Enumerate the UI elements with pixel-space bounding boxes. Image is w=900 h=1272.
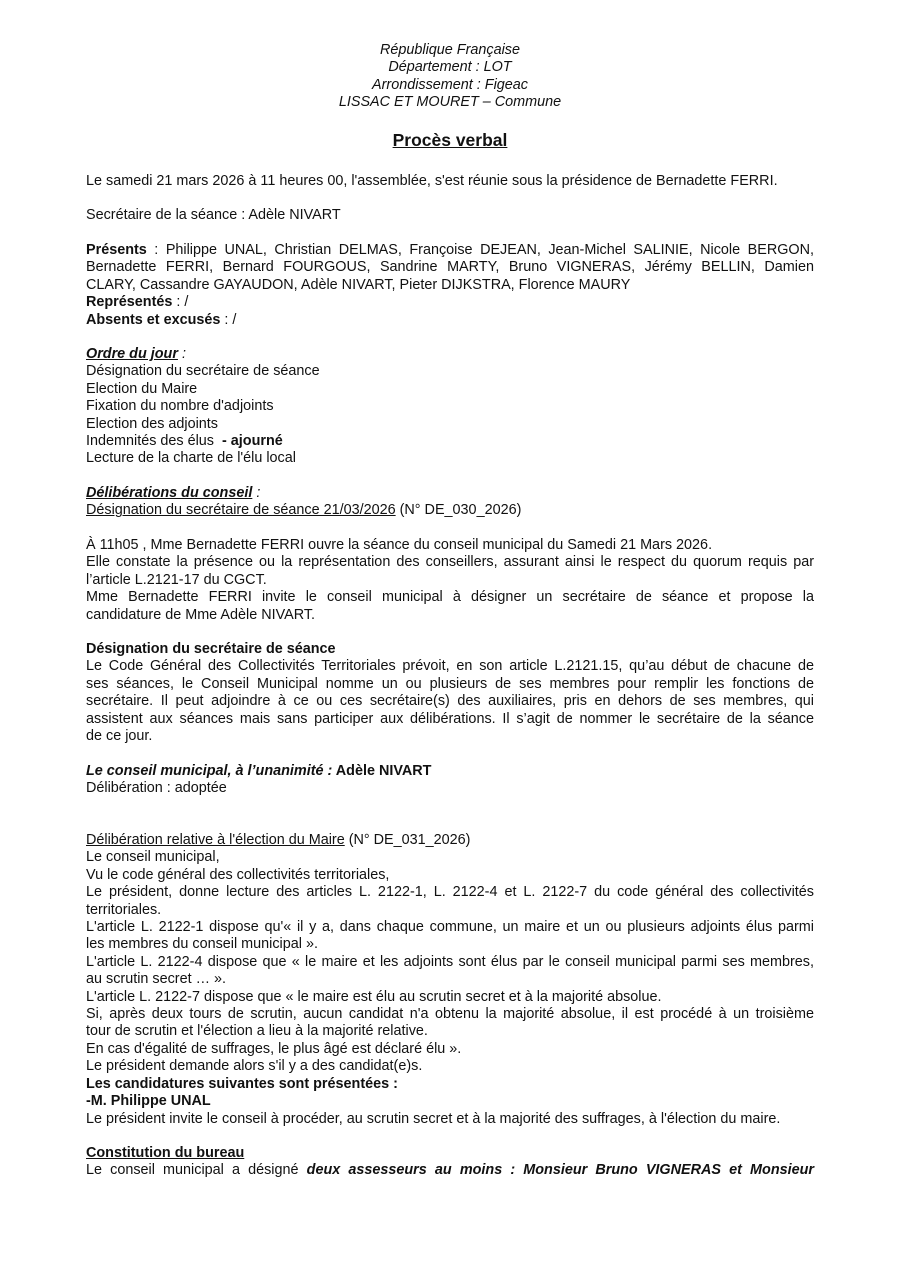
deliberations-heading: Délibérations du conseil : <box>86 485 261 501</box>
sub-heading: Désignation du secrétaire de séance <box>86 641 336 657</box>
absent-line: Absents et excusés : / <box>86 311 237 328</box>
candidate-name: -M. Philippe UNAL <box>86 1093 211 1110</box>
agenda-item: Indemnités des élus - ajourné <box>86 433 283 450</box>
page-title: Procès verbal <box>392 130 508 150</box>
intro-paragraph: Le samedi 21 mars 2026 à 11 heures 00, l'assemblée, s'est réunie sous la présidence de Bernadette FERRI. <box>86 173 778 189</box>
header-arrondissement: Arrondissement : Figeac <box>372 76 528 93</box>
present-line-3: CLARY, Cassandre GAYAUDON, Adèle NIVART, Pieter DIJKSTRA, Florence MAURY <box>86 276 631 293</box>
secretary-line: Secrétaire de la séance : Adèle NIVART <box>86 207 341 223</box>
present-line-1: Présents : Philippe UNAL, Christian DELMAS, Françoise DEJEAN, Jean-Michel SALINIE, Nicole BERGON, <box>86 242 814 258</box>
present-line-2: Bernadette FERRI, Bernard FOURGOUS, Sandrine MARTY, Bruno VIGNERAS, Jérémy BELLIN, Damien <box>86 259 814 276</box>
present-label: Présents <box>86 242 147 258</box>
deliberation-2: Délibération relative à l'élection du Maire (N° DE_031_2026) Le conseil municipal, Vu le code général des collectivités territoriales, Le président, donne lecture des articles L. 2122-1, L. 2122-4 et L. 2122-7 du code général des collectivités territoriales. L'article L. 2122-1 dispose qu'« il y a, dans chaque commune, un maire et un ou plusieurs adjoints élus parmi les membres du conseil municipal ». L'article L. 2122-4 dispose que « le maire et les adjoints sont élus par le conseil municipal parmi ses membres, au scrutin secret … ». L'article L. 2122-7 dispose que « le maire est élu au scrutin secret et à la majorité absolue. Si, après deux tours de scrutin, aucun candidat n'a obtenu la majorité absolue, il est procédé à un troisième tour de scrutin et l'élection a lieu à la majorité relative. En cas d'égalité de suffrages, le plus âgé est déclaré élu ». Le président demande alors s'il y a des candidat(e)s. Les candidatures suivantes sont présentées : -M. Philippe UNAL Le président invite le conseil à procéder, au scrutin secret et à la majorité des suffrages, à l'élection du maire. <box>86 832 814 1127</box>
bureau-section <box>86 1145 814 1180</box>
deliberation-1-title: Désignation du secrétaire de séance 21/03/2026 (N° DE_030_2026) <box>86 502 522 519</box>
agenda-item: Lecture de la charte de l'élu local <box>86 450 296 467</box>
adjourned-note: - ajourné <box>222 433 283 450</box>
agenda-item: Désignation du secrétaire de séance <box>86 363 320 380</box>
candidates-heading: Les candidatures suivantes sont présentées : <box>86 1075 398 1092</box>
header-department: Département : LOT <box>388 59 512 76</box>
deliberation-1-paragraph-1: À 11h05 , Mme Bernadette FERRI ouvre la séance du conseil municipal du Samedi 21 Mars 2026. Elle constate la présence ou la représentation des conseillers, assurant ainsi le respect du quorum requis par l’article L.2121-17 du CGCT. Mme Bernadette FERRI invite le conseil municipal à désigner un secrétaire de séance et propose la candidature de Mme Adèle NIVART. <box>86 537 814 623</box>
bureau-heading: Constitution du bureau <box>86 1145 245 1161</box>
deliberation-1-paragraph-2: Désignation du secrétaire de séance Le Code Général des Collectivités Territoriales prévoit, en son article L.2121.15, qu’au début de chacune de ses séances, le Conseil Municipal nomme un ou plusieurs de ses membres pour remplir les fonctions de secrétaire. Il peut adjoindre à ce ou ces secrétaire(s) des auxiliaires, pris en dehors de ses membres, qui assistent aux séances mais sans participer aux délibérations. Il s’agit de nommer le secrétaire de la séance de ce jour. <box>86 641 814 745</box>
bureau-text: Le conseil municipal a désigné deux assesseurs au moins : Monsieur Bruno VIGNERAS et Monsieur <box>86 1162 815 1179</box>
agenda-block <box>86 346 814 468</box>
represented-line: Représentés : / <box>86 294 189 311</box>
deliberation-2-title: Délibération relative à l'élection du Maire (N° DE_031_2026) <box>86 832 471 848</box>
deliberations-heading-block <box>86 485 814 520</box>
agenda-item: Fixation du nombre d'adjoints <box>86 398 274 415</box>
header-commune: LISSAC ET MOURET – Commune <box>338 94 562 111</box>
header-republic: République Française <box>380 42 520 58</box>
attendance-block <box>86 242 814 329</box>
agenda-item: Election des adjoints <box>86 415 218 432</box>
agenda-heading: Ordre du jour : <box>86 346 186 362</box>
deliberation-1-decision: Le conseil municipal, à l’unanimité : Adèle NIVART Délibération : adoptée <box>86 763 814 798</box>
document-header <box>0 42 900 112</box>
agenda-item: Election du Maire <box>86 380 198 397</box>
deliberation-result: Délibération : adoptée <box>86 780 227 797</box>
